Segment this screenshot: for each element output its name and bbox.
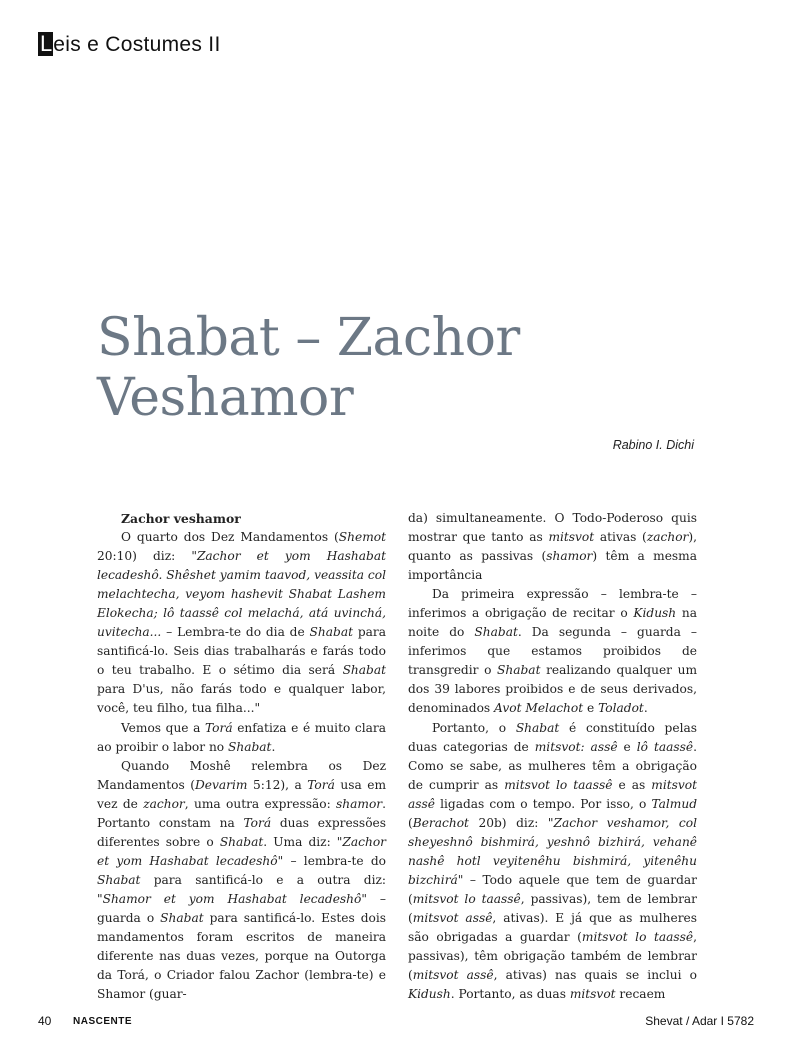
- article-title: [97, 308, 717, 428]
- column-left: [97, 509, 386, 1009]
- section-name: eis e Costumes II: [53, 33, 221, 56]
- subheading: Zachor veshamor: [121, 511, 241, 526]
- column-right: [408, 509, 697, 1009]
- title-line-2: Veshamor: [97, 368, 354, 428]
- paragraph: Portanto, o Shabat é constituído pelas duas categorias de mitsvot: assê e lô taassê. Como se sabe, as mulheres têm a obrigação de cumprir as mitsvot lo taassê e as mitsvot assê ligadas com o tempo. Por isso, o Talmud (Berachot 20b) diz: "Zachor veshamor, col sheyeshnô bishmirá, yeshnô bizhirá, vehanê nashê hotl veyitenêhu bishmirá, yitenêhu bizchirá" – Todo aquele que tem de guardar (mitsvot lo taassê, passivas), tem de lembrar (mitsvot assê, ativas). E já que as mulheres são obrigadas a guardar (mitsvot lo taassê, passivas), têm obrigação também de lembrar (mitsvot assê, ativas) nas quais se inclui o Kidush. Portanto, as duas mitsvot recaem: [408, 720, 697, 1002]
- author-byline: Rabino I. Dichi: [612, 438, 694, 452]
- article-body: [97, 509, 697, 1009]
- paragraph: Da primeira expressão – lembra-te – inferimos a obrigação de recitar o Kidush na noite do Shabat. Da segunda – guarda – inferimos que estamos proibidos de transgredir o Shabat realizando qualquer um dos 39 labores proibidos e de seus derivados, denominados Avot Melachot e Toladot.: [408, 587, 697, 716]
- magazine-logo: NASCENTE: [73, 1016, 133, 1027]
- issue-date: Shevat / Adar I 5782: [645, 1014, 754, 1028]
- paragraph: Vemos que a Torá enfatiza e é muito clara ao proibir o labor no Shabat.: [97, 720, 386, 754]
- page-number: 40: [38, 1014, 52, 1028]
- section-label: [38, 30, 221, 56]
- paragraph: O quarto dos Dez Mandamentos (Shemot 20:10) diz: "Zachor et yom Hashabat lecadeshô. Shêshet yamim taavod, veassita col melachtecha, veyom hashevit Shabat Lashem Elokecha; lô taassê col melachá, atá uvinchá, uvitecha... – Lembra-te do dia de Shabat para santificá-lo. Seis dias trabalharás e farás todo o teu trabalho. E o sétimo dia será Shabat para D'us, não farás todo e qualquer labor, você, teu filho, tua filha...": [97, 530, 386, 716]
- section-initial: L: [40, 31, 53, 56]
- title-line-1: Shabat – Zachor: [97, 308, 520, 368]
- paragraph: Quando Moshê relembra os Dez Mandamentos (Devarim 5:12), a Torá usa em vez de zachor, uma outra expressão: shamor. Portanto constam na Torá duas expressões diferentes sobre o Shabat. Uma diz: "Zachor et yom Hashabat lecadeshô" – lembra-te do Shabat para santificá-lo e a outra diz: "Shamor et yom Hashabat lecadeshô" – guarda o Shabat para santificá-lo. Estes dois mandamentos foram escritos de maneira diferente nas duas vezes, porque na Outorga da Torá, o Criador falou Zachor (lembra-te) e Shamor (guar-: [97, 758, 387, 1002]
- page-footer: [0, 1014, 794, 1034]
- paragraph: da) simultaneamente. O Todo-Poderoso quis mostrar que tanto as mitsvot ativas (zachor), quanto as passivas (shamor) têm a mesma importância: [408, 511, 697, 583]
